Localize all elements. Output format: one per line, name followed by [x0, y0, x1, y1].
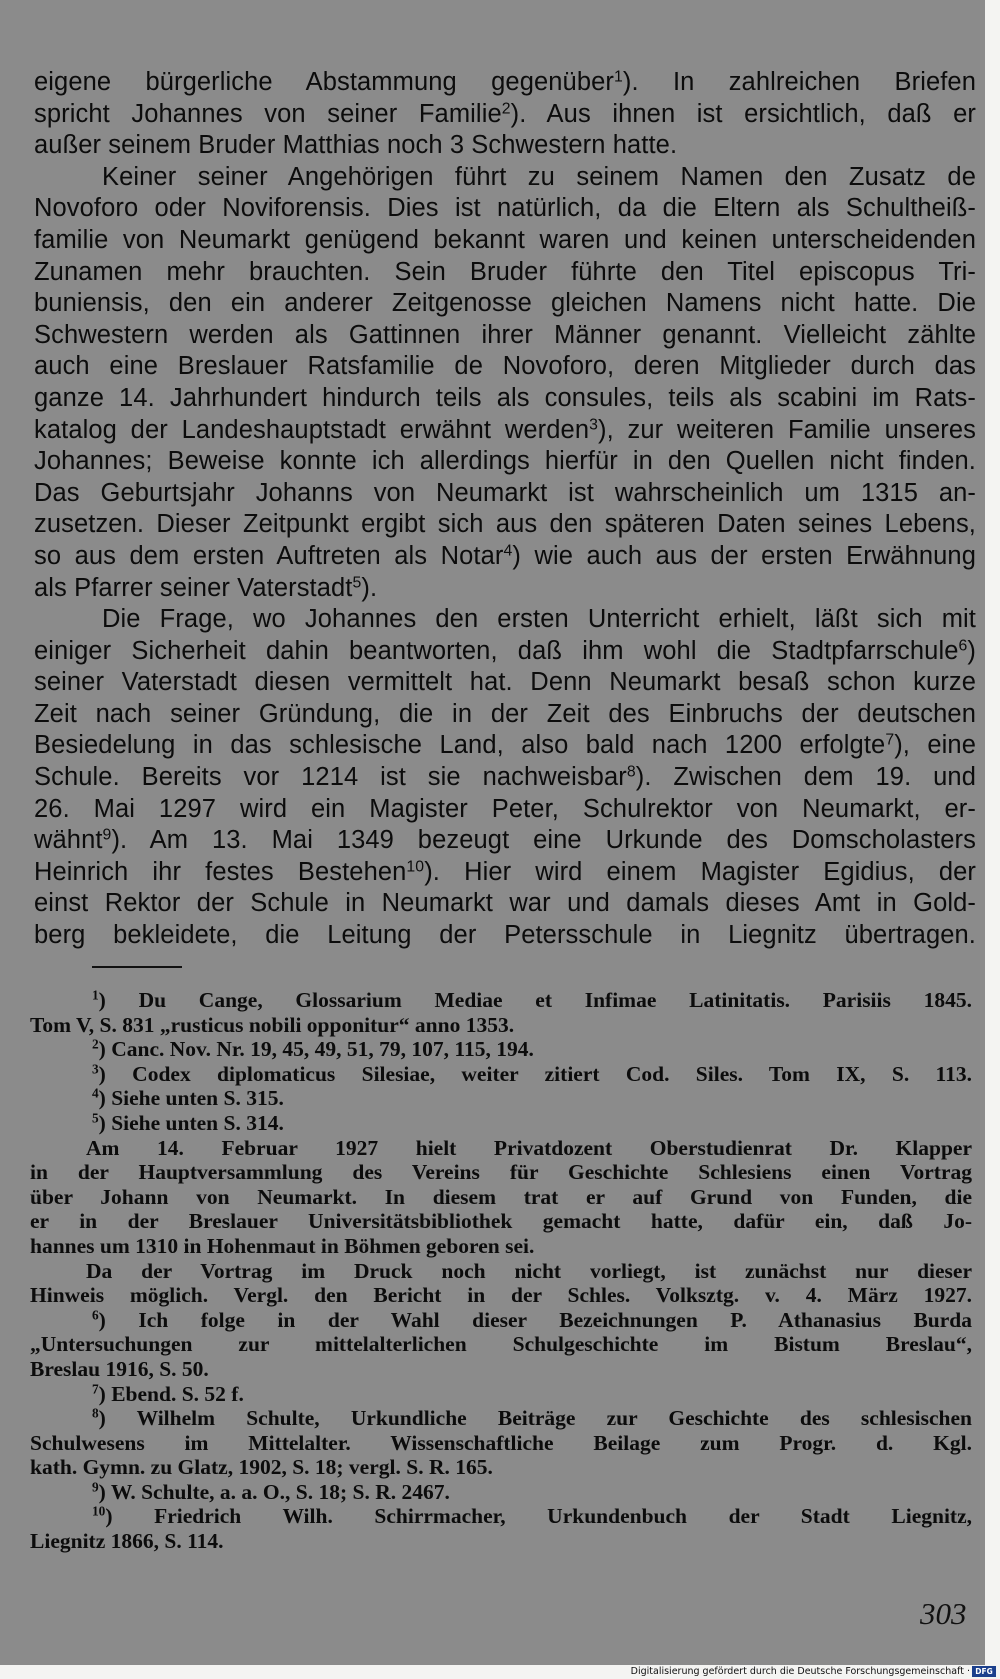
footnote-reference: 8 — [626, 763, 636, 781]
footnote-line — [30, 1062, 972, 1087]
text-line — [34, 67, 976, 99]
text-line-text: Zeit nach seiner Gründung, die in der Zeit des Einbruchs der deutschen — [34, 699, 976, 728]
footnote-marker: 10 — [92, 1504, 106, 1520]
text-line-text: ), zur weiteren Familie unseres — [598, 415, 976, 444]
text-line-text: einst Rektor der Schule in Neumarkt war und damals dieses Amt in Gold- — [34, 889, 976, 918]
footnote-reference: 7 — [885, 731, 895, 749]
text-line — [34, 762, 976, 794]
footnote-line — [30, 1504, 972, 1529]
text-line-text: auch eine Breslauer Ratsfamilie de Novoforo, deren Mitglieder durch das — [34, 352, 976, 381]
footnote-marker: 5 — [92, 1110, 99, 1126]
text-line — [34, 162, 976, 194]
footnote-marker: 9 — [92, 1479, 99, 1495]
footnote-line — [30, 1209, 972, 1234]
text-line — [34, 383, 976, 415]
text-line — [34, 320, 976, 352]
text-line — [34, 415, 976, 447]
footnote-line-text: Breslau 1916, S. 50. — [30, 1356, 209, 1381]
footnote-reference: 5 — [352, 573, 362, 591]
text-line-text: als Pfarrer seiner Vaterstadt — [34, 573, 353, 602]
text-line — [34, 446, 976, 478]
text-line — [34, 478, 976, 510]
text-line-text: buniensis, den ein anderer Zeitgenosse gleichen Namens nicht hatte. Die — [34, 289, 976, 318]
text-line-text: so aus dem ersten Auftreten als Notar — [34, 541, 504, 570]
footnote-line-text: Am 14. Februar 1927 hielt Privatdozent Oberstudienrat Dr. Klapper — [86, 1135, 972, 1160]
footnote-line-text: ) Wilhelm Schulte, Urkundliche Beiträge zur Geschichte des schlesischen — [98, 1406, 972, 1431]
text-line-text: ) — [967, 636, 976, 665]
text-line-text: Johannes; Beweise konnte ich allerdings hierfür in den Quellen nicht finden. — [34, 447, 976, 476]
text-line-text: familie von Neumarkt genügend bekannt waren und keinen unterscheidenden — [34, 225, 976, 254]
footnote-marker: 4 — [92, 1086, 99, 1102]
text-line-text: zusetzen. Dieser Zeitpunkt ergibt sich aus den späteren Daten seines Lebens, — [34, 510, 976, 539]
footnote-line — [30, 1283, 972, 1308]
footnote-line-text: kath. Gymn. zu Glatz, 1902, S. 18; vergl. S. R. 165. — [30, 1455, 493, 1480]
footnote-line-text: ) Codex diplomaticus Silesiae, weiter zitiert Cod. Siles. Tom IX, S. 113. — [98, 1061, 972, 1086]
text-line — [34, 257, 976, 289]
footnote-line-text: ) Siehe unten S. 314. — [98, 1110, 284, 1135]
footnote-marker: 7 — [92, 1381, 99, 1397]
text-line-text: berg bekleidete, die Leitung der Petersschule in Liegnitz übertragen. — [34, 921, 976, 950]
text-line-text: Die Frage, wo Johannes den ersten Unterricht erhielt, läßt sich mit — [102, 605, 976, 634]
text-line-text: Heinrich ihr festes Bestehen — [34, 857, 407, 886]
footnote-line — [30, 1259, 972, 1284]
footnote-line — [30, 1332, 972, 1357]
footnote-reference: 6 — [958, 637, 968, 654]
footnote-reference: 3 — [589, 415, 598, 433]
text-line-text: ganze 14. Jahrhundert hindurch teils als consules, teils als scabini im Rats- — [34, 383, 976, 412]
footnote-line-text: ) W. Schulte, a. a. O., S. 18; S. R. 2467. — [98, 1479, 450, 1504]
text-line-text: Keiner seiner Angehörigen führt zu seinem Namen den Zusatz de — [102, 162, 976, 191]
footnote-line — [30, 1037, 972, 1062]
text-line-text: ). In zahlreichen Briefen — [622, 68, 976, 96]
page-number: 303 — [920, 1596, 967, 1631]
footnote-reference: 1 — [613, 68, 623, 86]
text-line-text: ). Zwischen dem 19. und — [635, 763, 976, 792]
text-line — [34, 604, 976, 636]
footnote-line — [30, 1234, 972, 1259]
footnote-line-text: hannes um 1310 in Hohenmaut in Böhmen geboren sei. — [30, 1233, 535, 1258]
text-line-text: Besiedelung in das schlesische Land, also bald nach 1200 erfolgte — [34, 731, 886, 760]
footnote-reference: 10 — [406, 858, 425, 876]
text-line — [34, 730, 976, 762]
footnote-line-text: ) Ich folge in der Wahl dieser Bezeichnungen P. Athanasius Burda — [98, 1307, 972, 1332]
footnote-line — [30, 1357, 972, 1382]
footnote-marker: 1 — [92, 987, 99, 1003]
footnote-line-text: in der Hauptversammlung des Vereins für Geschichte Schlesiens einen Vortrag — [30, 1160, 972, 1185]
footnote-line — [30, 988, 972, 1013]
text-line — [34, 857, 976, 889]
dfg-logo: DFG — [972, 1666, 996, 1677]
text-line-text: Das Geburtsjahr Johanns von Neumarkt ist wahrscheinlich um 1315 an- — [34, 478, 976, 507]
text-line — [34, 193, 976, 225]
footnote-line — [30, 1160, 972, 1185]
text-line-text: Novoforo oder Noviforensis. Dies ist natürlich, da die Eltern als Schultheiß- — [34, 194, 976, 223]
footnote-line-text: „Untersuchungen zur mittelalterlichen Schulgeschichte im Bistum Breslau“, — [30, 1332, 972, 1357]
footnote-line-text: ) Canc. Nov. Nr. 19, 45, 49, 51, 79, 107, 115, 194. — [98, 1037, 534, 1062]
text-line — [34, 509, 976, 541]
footnote-line-text: ) Friedrich Wilh. Schirrmacher, Urkundenbuch der Stadt Liegnitz, — [105, 1504, 972, 1529]
text-line-text: ). — [361, 573, 378, 602]
text-line — [34, 667, 976, 699]
text-line — [34, 794, 976, 826]
text-line — [34, 699, 976, 731]
footnote-divider — [92, 966, 182, 968]
text-line-text: ), eine — [894, 731, 977, 760]
footnote-line-text: über Johann von Neumarkt. In diesem trat er auf Grund von Funden, die — [30, 1184, 972, 1209]
footnote-line — [30, 1431, 972, 1456]
text-line — [34, 99, 976, 131]
text-line-text: außer seinem Bruder Matthias noch 3 Schwestern hatte. — [34, 131, 678, 160]
text-line — [34, 825, 976, 857]
footnote-line-text: Da der Vortrag im Druck noch nicht vorliegt, ist zunächst nur dieser — [86, 1258, 972, 1283]
footnote-line — [30, 1480, 972, 1505]
footnote-line — [30, 1111, 972, 1136]
footnote-line-text: ) Ebend. S. 52 f. — [98, 1381, 244, 1406]
footnote-reference: 4 — [503, 542, 513, 560]
text-line-text: eigene bürgerliche Abstammung gegenüber — [34, 68, 614, 96]
footnote-marker: 8 — [92, 1405, 99, 1421]
text-line-text: Schwestern werden als Gattinnen ihrer Männer genannt. Vielleicht zählte — [34, 320, 976, 349]
footnote-line-text: ) Du Cange, Glossarium Mediae et Infimae Latinitatis. Parisiis 1845. — [98, 988, 972, 1012]
footnote-line-text: Liegnitz 1866, S. 114. — [30, 1529, 224, 1554]
text-line-text: ). Am 13. Mai 1349 bezeugt eine Urkunde des Domscholasters — [111, 826, 976, 855]
footnote-line — [30, 1185, 972, 1210]
footnote-line-text: er in der Breslauer Universitätsbibliothek gemacht hatte, dafür ein, daß Jo- — [30, 1209, 972, 1234]
text-line-text: spricht Johannes von seiner Familie — [34, 99, 502, 128]
footnote-marker: 6 — [92, 1307, 99, 1323]
footnote-line-text: Schulwesens im Mittelalter. Wissenschaftliche Beilage zum Progr. d. Kgl. — [30, 1430, 972, 1455]
text-line — [34, 573, 976, 605]
text-line-text: ). Aus ihnen ist ersichtlich, daß er — [510, 99, 977, 128]
text-line — [34, 541, 976, 573]
body-text — [34, 67, 976, 952]
footnote-line — [30, 1086, 972, 1111]
footnote-line-text: Hinweis möglich. Vergl. den Bericht in der Schles. Volksztg. v. 4. März 1927. — [30, 1283, 972, 1308]
text-line-text: ). Hier wird einem Magister Egidius, der — [424, 857, 976, 886]
digitization-credit: Digitalisierung gefördert durch die Deutsche Forschungsgemeinschaft · — [630, 1666, 970, 1677]
footnote-line — [30, 1529, 972, 1554]
text-line-text: einiger Sicherheit dahin beantworten, daß ihm wohl die Stadtpfarrschule — [34, 636, 959, 665]
footnote-line — [30, 1308, 972, 1333]
footnote-line-text: Tom V, S. 831 „rusticus nobili opponitur“ anno 1353. — [30, 1012, 515, 1037]
text-line-text: ) wie auch aus der ersten Erwähnung — [512, 541, 976, 570]
footnote-reference: 2 — [501, 99, 511, 117]
footnote-line — [30, 1455, 972, 1480]
text-line-text: 26. Mai 1297 wird ein Magister Peter, Schulrektor von Neumarkt, er- — [34, 794, 976, 823]
text-line — [34, 130, 976, 162]
footnote-marker: 2 — [92, 1036, 99, 1052]
text-line — [34, 288, 976, 320]
footnote-line — [30, 1013, 972, 1038]
footnote-line-text: ) Siehe unten S. 315. — [98, 1086, 284, 1111]
footnote-reference: 9 — [102, 826, 112, 844]
footnote-line — [30, 1136, 972, 1161]
text-line — [34, 225, 976, 257]
text-line-text: Schule. Bereits vor 1214 ist sie nachweisbar — [34, 763, 627, 792]
text-line — [34, 920, 976, 952]
text-line — [34, 351, 976, 383]
footnotes — [30, 988, 972, 1554]
text-line-text: seiner Vaterstadt diesen vermittelt hat. Denn Neumarkt besaß schon kurze — [34, 668, 976, 697]
text-line-text: Zunamen mehr brauchten. Sein Bruder führte den Titel episcopus Tri- — [34, 257, 976, 286]
text-line — [34, 888, 976, 920]
footnote-marker: 3 — [92, 1061, 99, 1077]
footnote-line — [30, 1382, 972, 1407]
text-line-text: wähnt — [34, 826, 103, 855]
footnote-line — [30, 1406, 972, 1431]
text-line — [34, 636, 976, 668]
text-line-text: katalog der Landeshauptstadt erwähnt werden — [34, 415, 590, 444]
